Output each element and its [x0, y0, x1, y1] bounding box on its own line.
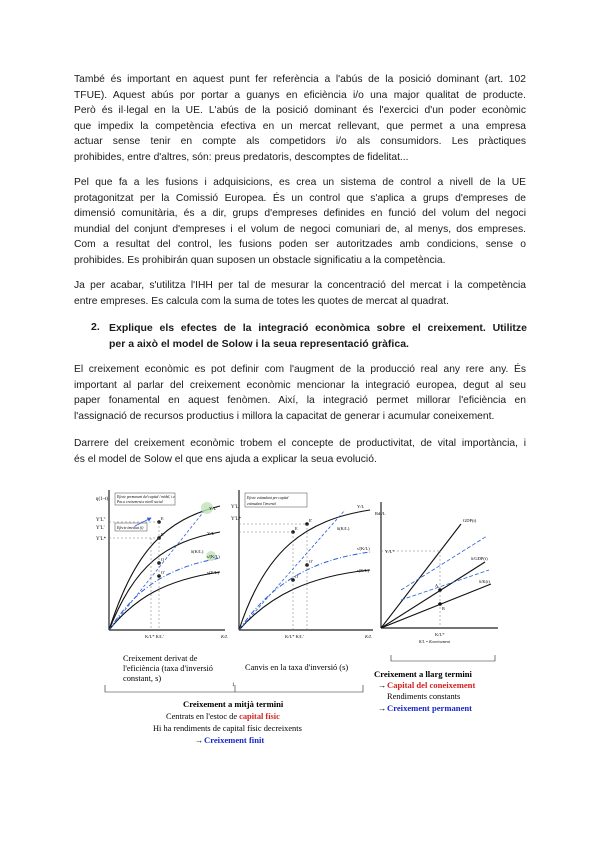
- text-line: També és important en aquest punt fer referència a l'abús de la posició dominant (art. 102: [74, 74, 526, 85]
- line-label: GDP(t): [463, 518, 477, 523]
- line-label: δ/GDP(t): [471, 556, 488, 561]
- x-axis-label: K/L: [365, 634, 372, 639]
- annotation: Pas a creixement a nivell social: [117, 500, 163, 504]
- panel-medium-term-efficiency: [96, 490, 228, 639]
- line-gdp-delta: [381, 562, 485, 628]
- caption-right-title: Creixement a llarg termini: [374, 669, 472, 679]
- point-label: O: [161, 557, 165, 562]
- curve-label: Y/L: [357, 504, 365, 509]
- point-label: E': [161, 532, 165, 537]
- y-label: Y'L*: [96, 537, 107, 542]
- bracket-label: 1: [232, 683, 235, 688]
- caption-right-item: Rendiments constants: [387, 692, 461, 701]
- y-label: Y'L'': [96, 518, 106, 523]
- x-label: K/L* K/L': [145, 634, 164, 639]
- panel-long-term: [375, 502, 498, 644]
- curve-label: δ(K/L): [191, 549, 204, 554]
- y-label: Rdt/L: [375, 511, 386, 516]
- arrow-glyph: →: [378, 681, 387, 690]
- text-line: TFUE). Aquest abús por portar a guanys en eficiència i/o una major qualitat de producte.: [74, 89, 526, 101]
- point-label: E: [161, 516, 164, 521]
- question-line: Explique els efectes de la integració econòmica sobre el creixement. Utilitze: [109, 322, 527, 334]
- point-label: A: [435, 583, 439, 588]
- caption-mid: Canvis en la taxa d'inversió (s): [245, 663, 349, 672]
- guide-line: [401, 536, 487, 590]
- caption-left: Creixement derivat de: [123, 654, 198, 663]
- paragraph-growth-definition: [74, 362, 526, 424]
- text-line: entre empreses. Es calcula com la suma de totes les quotes de mercat al quadrat.: [74, 295, 449, 307]
- x-axis-label: K/L: [221, 634, 228, 639]
- point-label: O': [309, 559, 313, 564]
- curve-s-prime: [239, 552, 370, 630]
- annotation: Efecte imediat (t): [117, 526, 144, 530]
- text-line: l'assignació de recursos productius i millora la capacitat de generar i acumular coneixement.: [74, 410, 495, 422]
- text-line: El creixement econòmic es pot definir com l'augment de la producció real any rere any. És: [74, 364, 526, 375]
- point-label: O': [161, 570, 165, 575]
- text-line: és el model de Solow el que ens ajuda a explicar la seua evolució.: [74, 453, 377, 465]
- y-label: Y'L': [231, 505, 240, 510]
- solow-figure: [95, 480, 503, 758]
- text-line: prohibides, entre d'altres, són: preus predatoris, descomptes de fidelitat...: [74, 151, 409, 163]
- delta-line: [239, 510, 345, 630]
- caption-bottom-title: Creixement a mitjà termini: [183, 699, 284, 709]
- bracket: [391, 655, 495, 661]
- caption-right-item: Capital del coneixement: [387, 680, 476, 690]
- caption-right-item: Creixement permanent: [387, 703, 473, 713]
- question-heading: [109, 321, 527, 352]
- curve-label: s'(K/L): [207, 554, 220, 559]
- y-label: Y'L': [96, 526, 105, 531]
- left-label: Y/L*: [385, 549, 395, 554]
- text-line: Pel que fa a les fusions i adquisicions, es crea un sistema de control a nivell de la UE: [74, 177, 526, 188]
- y-label: ŋ(1–t): [96, 497, 109, 502]
- arrow-glyph: →: [195, 736, 204, 745]
- caption-left: constant, s): [123, 674, 162, 683]
- question-number: 2.: [91, 321, 100, 333]
- annotation: estimulant l'inversió: [247, 502, 277, 506]
- text-line: important al parlar del creixement econòmic mencionar la integració europea, degut al seu: [74, 379, 526, 391]
- curve-y-l: [239, 510, 370, 630]
- text-line: dimensió comunitària, és a dir, grups d'empreses definides en funció del volum del negoci: [74, 208, 526, 219]
- text-line: Com a resultat del control, les fusions poden ser autoritzades amb condicions, sense o: [74, 239, 526, 250]
- text-line: que impedix la competència efectiva en un mercat rellevant, que permet a una empresa: [74, 120, 526, 132]
- paragraph-mergers: [74, 175, 526, 268]
- curve-s-prime: [109, 558, 220, 630]
- point: [438, 588, 442, 592]
- x-axis-label: K/L = Kcoreixement: [419, 640, 451, 644]
- text-line: Ja per acabar, s'utilitza l'IHH per tal de mesurar la concentració del mercat i la competència: [74, 280, 526, 291]
- x-label: K/L* K/L': [285, 634, 304, 639]
- point-label: E': [309, 518, 313, 523]
- curve-label: s(Y/L): [207, 570, 219, 575]
- annotation: Efecte permanent del capital / mòbil, i.e.: [117, 495, 176, 499]
- paragraph-solow: [74, 436, 526, 467]
- caption-bottom-line: Centrats en l'estoc de capital físic: [166, 712, 280, 721]
- curve-label: s'(K/L): [357, 546, 370, 551]
- arrow-glyph: →: [378, 704, 387, 713]
- curve-s: [109, 572, 220, 630]
- paragraph-ihh: [74, 278, 526, 309]
- curve-label: Y/L: [207, 531, 215, 536]
- point-label: O: [295, 574, 299, 579]
- text-line: Darrere del creixement econòmic trobem el concepte de productivitat, de vital importància, i: [74, 438, 526, 449]
- panel-investment-change: [231, 490, 373, 639]
- paragraph-dominant-position: [74, 72, 526, 165]
- point-label: E: [295, 526, 298, 531]
- annotation: Efecte estimulant per capital: [247, 496, 289, 500]
- line-label: δ/K(t): [479, 579, 490, 584]
- y-label: Y'L*: [231, 517, 242, 522]
- text-line: prohibides. Es prohibirán quan suposen un obstacle significatiu a la competència.: [74, 254, 446, 266]
- question-line: per a això el model de Solow i la seua representació gràfica.: [109, 337, 409, 350]
- curve-label: Y/L': [209, 506, 218, 511]
- caption-bottom-item: Creixement finit: [204, 735, 265, 745]
- curve-y-l: [109, 532, 220, 630]
- curve-label: s(K/L): [357, 568, 369, 573]
- text-line: protagonitzat per la Comissió Europea. És un control que s'aplica a grups d'empreses de: [74, 192, 526, 204]
- text-line: actuar sense tenir en compte als competidors i/o als consumidors. Les pràctiques: [74, 136, 526, 147]
- caption-bottom-line: Hi ha rendiments de capital físic decreixents: [153, 724, 302, 733]
- text-line: paper fonamental en aquest fenòmen. Així, la integració permet millorar l'eficiència en: [74, 395, 526, 406]
- point-label: B: [442, 606, 445, 611]
- curve-label: δ(K/L): [337, 526, 350, 531]
- curve-s: [239, 570, 370, 630]
- text-line: mundial del conjunt d'empreses i el volum de negoci comuniari de, al menys, dos empreses.: [74, 223, 526, 235]
- text-line: Però és il·legal en la UE. L'abús de la posició dominant és l'exercici d'un poder econòmic: [74, 105, 526, 116]
- caption-left: l'eficiència (taxa d'inversió: [123, 664, 213, 673]
- x-label: K/L*: [435, 632, 445, 637]
